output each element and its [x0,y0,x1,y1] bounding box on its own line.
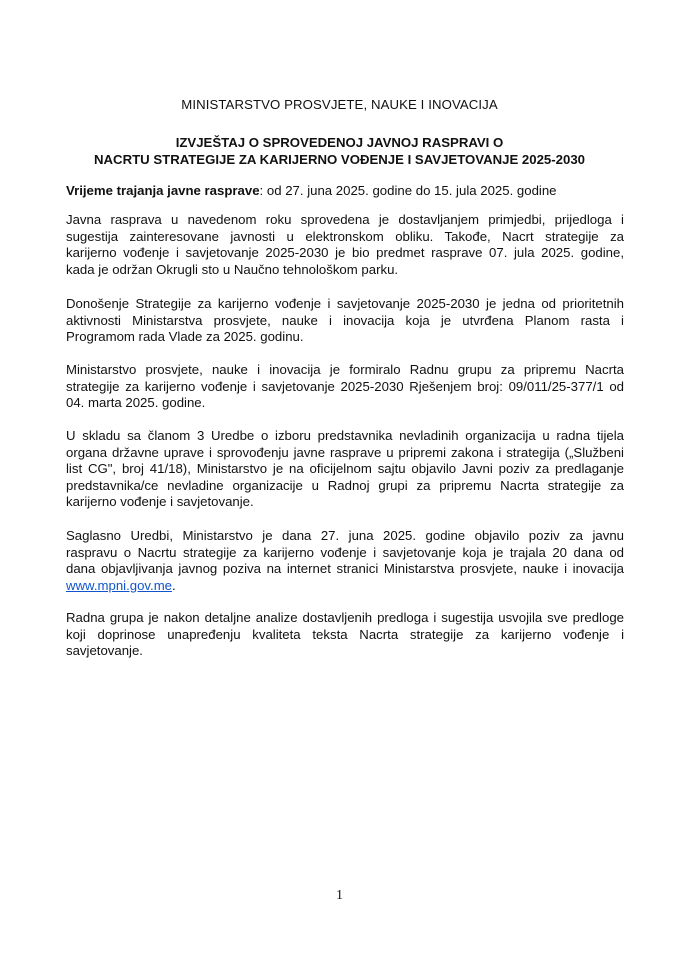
paragraph-1 [66,212,624,278]
paragraph-line: Ministarstvo prosvjete, nauke i inovacija je formiralo Radnu grupu za pripremu Nacrta [66,362,624,377]
paragraph-line: aktivnosti Ministarstva prosvjete, nauke i inovacija koja je utvrđena Planom rasta i [66,312,624,328]
paragraph-line: karijerno vođenje i savjetovanje 2025-2030 je bio predmet rasprave 07. jula 2025. godine, [66,245,624,261]
paragraph-4 [66,428,624,511]
report-title-line-2: NACRTU STRATEGIJE ZA KARIJERNO VOĐENJE I SAVJETOVANJE 2025-2030 [94,152,585,167]
paragraph-line [66,578,624,595]
sentence-end: . [172,577,176,593]
page-number: 1 [336,888,343,903]
paragraph-line: Donošenje Strategije za karijerno vođenje i savjetovanje 2025-2030 je jedna od prioritetnih [66,296,624,311]
paragraph-2 [66,296,624,346]
paragraph-6 [66,610,624,660]
report-title [0,134,679,168]
paragraph-line: Programom rada Vlade za 2025. godinu. [66,329,304,345]
report-title-line-1: IZVJEŠTAJ O SPROVEDENOJ JAVNOJ RASPRAVI O [175,135,504,150]
paragraph-line: list CG", broj 41/18), Ministarstvo je na oficijelnom sajtu objavilo Javni poziv za predlaganje [66,461,624,477]
paragraph-3 [66,362,624,412]
paragraph-line: predstavnika/ce nevladine organizacije u Radnoj grupi za pripremu Nacrta strategije za [66,477,624,493]
duration-label: Vrijeme trajanja javne rasprave [66,183,260,198]
ministry-heading: MINISTARSTVO PROSVJETE, NAUKE I INOVACIJA [181,97,498,112]
debate-duration [66,183,626,198]
paragraph-line: sugestija zainteresovane javnosti u elektronskom obliku. Takođe, Nacrt strategije za [66,228,624,244]
duration-value: : od 27. juna 2025. godine do 15. jula 2025. godine [259,183,557,198]
ministry-website-link[interactable]: www.mpni.gov.me [66,577,173,593]
paragraph-line: Saglasno Uredbi, Ministarstvo je dana 27. juna 2025. godine objavilo poziv za javnu [66,528,624,543]
paragraph-line: karijerno vođenje i savjetovanje. [66,494,254,510]
paragraph-line: U skladu sa članom 3 Uredbe o izboru predstavnika nevladinih organizacija u radna tijela [66,428,624,443]
paragraph-line: Radna grupa je nakon detaljne analize dostavljenih predloga i sugestija usvojila sve predloge [66,610,624,625]
paragraph-5 [66,528,624,594]
paragraph-line: Javna rasprava u navedenom roku sprovedena je dostavljanjem primjedbi, prijedloga i [66,212,624,227]
paragraph-line: koji doprinose unapređenju kvaliteta teksta Nacrta strategije za karijerno vođenje i [66,626,624,642]
paragraph-line: 04. marta 2025. godine. [66,395,206,411]
paragraph-line: kada je održan Okrugli sto u Naučno tehnološkom parku. [66,261,399,277]
paragraph-line: dana objavljivanja javnog poziva na internet stranici Ministarstva prosvjete, nauke i inovacija [66,561,624,577]
paragraph-line: savjetovanje. [66,643,143,659]
paragraph-line: strategije za karijerno vođenje i savjetovanje 2025-2030 Rješenjem broj: 09/011/25-377/1 od [66,378,624,394]
paragraph-line: raspravu o Nacrtu strategije za karijerno vođenje i savjetovanje koja je trajala 20 dana od [66,544,624,560]
paragraph-line: organa državne uprave i sprovođenju javne rasprave u pripremi zakona i strategija („Službeni [66,444,624,460]
